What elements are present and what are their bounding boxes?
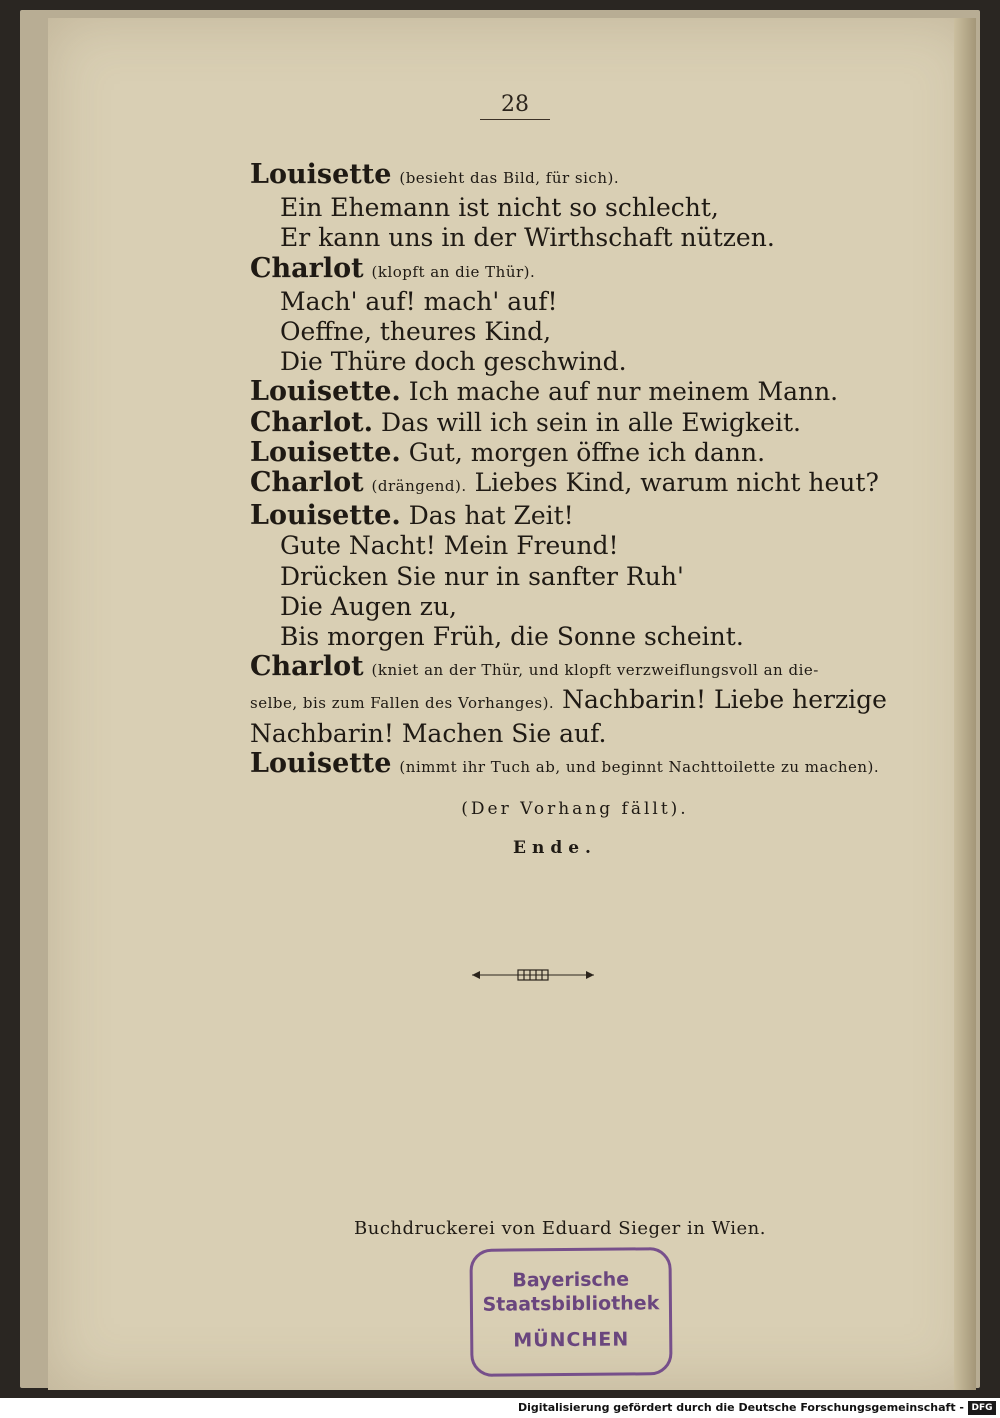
printer-imprint: Buchdruckerei von Eduard Sieger in Wien. (354, 1218, 766, 1239)
line-18 (250, 685, 900, 718)
speaker-louisette: Louisette (250, 159, 392, 190)
line-9 (250, 408, 900, 438)
line-7: Die Thüre doch geschwind. (280, 347, 627, 377)
line-20 (250, 749, 900, 782)
stamp-line-1: Bayerische (512, 1268, 630, 1292)
dfg-logo-icon: DFG (968, 1401, 996, 1415)
dialogue-text: Ich mache auf nur meinem Mann. (408, 377, 839, 407)
speaker-charlot: Charlot (250, 252, 364, 284)
line-10 (250, 438, 900, 468)
line-13: Gute Nacht! Mein Freund! (280, 531, 619, 561)
speaker-louisette: Louisette. (250, 500, 401, 532)
library-stamp (469, 1247, 672, 1377)
speaker-charlot: Charlot (250, 651, 364, 683)
stage-direction: (besieht das Bild, für sich). (399, 169, 620, 187)
speaker-louisette: Louisette. (250, 376, 401, 408)
footer-bar (0, 1398, 1000, 1418)
page-number: 28 (480, 92, 550, 120)
dialogue-text: Das hat Zeit! (408, 501, 574, 531)
line-4 (250, 254, 900, 287)
dialogue-text: Liebes Kind, warum nicht heut? (474, 468, 879, 498)
stage-direction: (kniet an der Thür, und klopft verzweiflungsvoll an die- (371, 661, 819, 680)
line-19: Nachbarin! Machen Sie auf. (250, 718, 607, 748)
line-2: Ein Ehemann ist nicht so schlecht, (280, 193, 719, 223)
stamp-line-2: Staatsbibliothek (482, 1292, 660, 1316)
stage-direction: selbe, bis zum Fallen des Vorhanges). (250, 694, 555, 713)
line-6: Oeffne, theures Kind, (280, 317, 552, 347)
speaker-louisette: Louisette (250, 747, 392, 779)
dialogue-text: Das will ich sein in alle Ewigkeit. (380, 407, 801, 437)
line-11 (250, 468, 900, 501)
stage-direction: (klopft an die Thür). (371, 262, 536, 281)
stage-direction: (drängend). (371, 477, 467, 496)
dialogue-text: Nachbarin! Liebe herzige (562, 685, 887, 715)
speaker-louisette: Louisette. (250, 436, 401, 468)
line-15: Die Augen zu, (280, 591, 458, 621)
line-5: Mach' auf! mach' auf! (280, 286, 558, 316)
speaker-charlot: Charlot (250, 467, 364, 499)
stage-direction: (nimmt ihr Tuch ab, und beginnt Nachttoilette zu machen). (399, 757, 880, 776)
line-12 (250, 501, 900, 531)
line-8 (250, 377, 900, 407)
speaker-charlot: Charlot. (250, 406, 373, 438)
curtain-falls: (Der Vorhang fällt). (461, 799, 689, 820)
ornament-divider-icon (468, 967, 598, 983)
line-14: Drücken Sie nur in sanfter Ruh' (280, 561, 684, 591)
line-3: Er kann uns in der Wirthschaft nützen. (280, 223, 775, 253)
play-text (250, 160, 900, 824)
page-edge (954, 18, 976, 1390)
line-16: Bis morgen Früh, die Sonne scheint. (280, 622, 744, 652)
line-17 (250, 652, 900, 685)
ende-label: Ende. (513, 838, 597, 858)
footer-credit: Digitalisierung gefördert durch die Deutsche Forschungsgemeinschaft - (517, 1401, 964, 1414)
dialogue-text: Gut, morgen öffne ich dann. (408, 437, 766, 467)
line-1 (250, 160, 900, 193)
stamp-line-3: MÜNCHEN (513, 1328, 630, 1352)
